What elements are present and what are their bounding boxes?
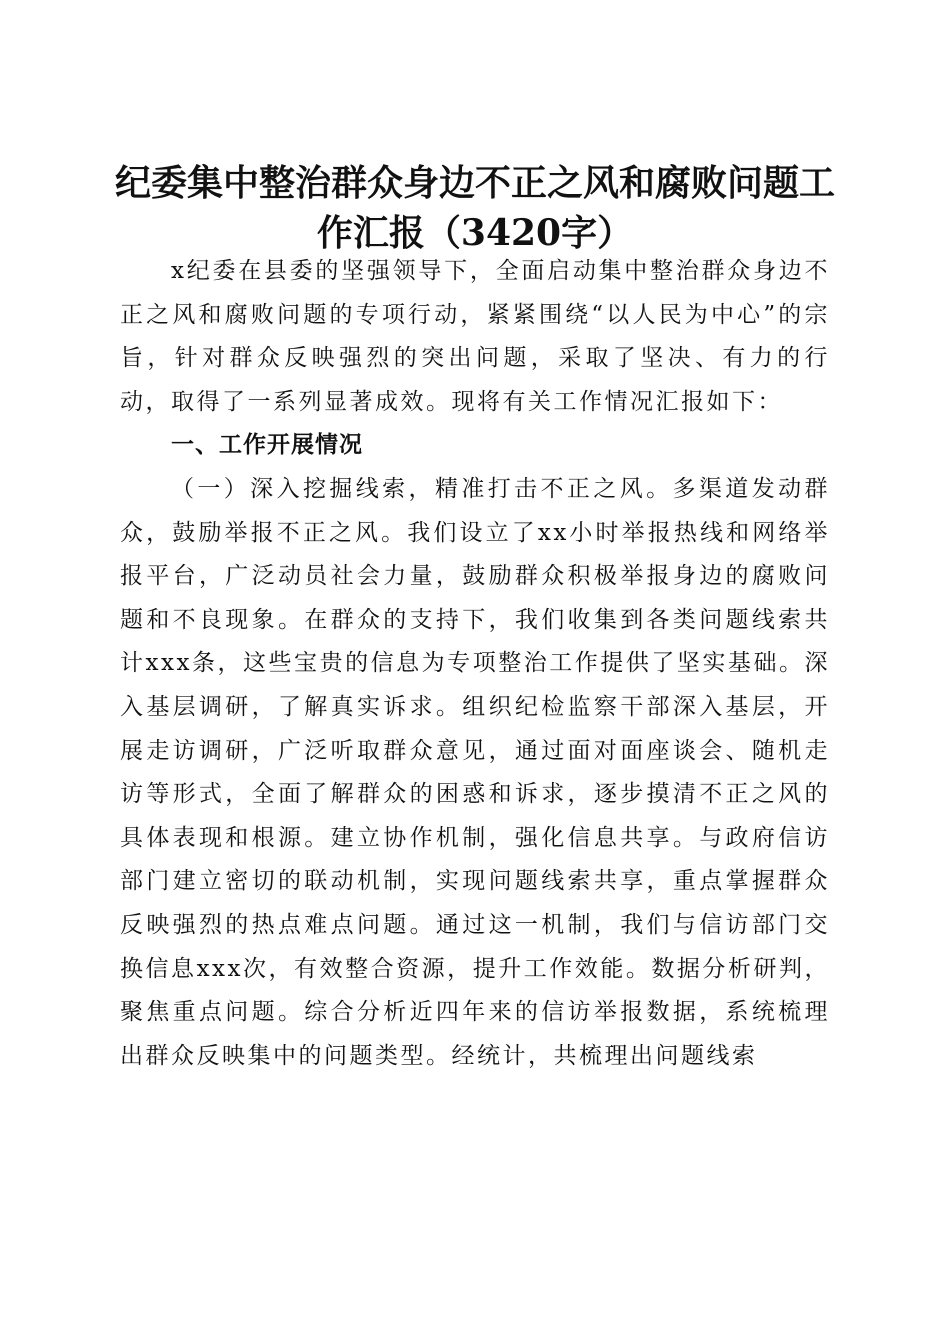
section-heading: 一、工作开展情况 xyxy=(171,432,363,459)
title-line-2: 作汇报（3420字） xyxy=(316,212,634,255)
document-title xyxy=(110,158,840,258)
section-paragraph: （一）深入挖掘线索，精准打击不正之风。多渠道发动群众，鼓励举报不正之风。我们设立了xx小时举报热线和网络举报平台，广泛动员社会力量，鼓励群众积极举报身边的腐败问题和不良现象。在群众的支持下，我们收集到各类问题线索共计xxx条，这些宝贵的信息为专项整治工作提供了坚实基础。深入基层调研，了解真实诉求。组织纪检监察干部深入基层，开展走访调研，广泛听取群众意见，通过面对面座谈会、随机走访等形式，全面了解群众的困惑和诉求，逐步摸清不正之风的具体表现和根源。建立协作机制，强化信息共享。与政府信访部门建立密切的联动机制，实现问题线索共享，重点掌握群众反映强烈的热点难点问题。通过这一机制，我们与信访部门交换信息xxx次，有效整合资源，提升工作效能。数据分析研判，聚焦重点问题。综合分析近四年来的信访举报数据，系统梳理出群众反映集中的问题类型。经统计，共梳理出问题线索 xyxy=(120,475,830,1069)
title-line-1: 纪委集中整治群众身边不正之风和腐败问题工 xyxy=(114,162,835,205)
intro-paragraph: x纪委在县委的坚强领导下，全面启动集中整治群众身边不正之风和腐败问题的专项行动，紧紧围绕“以人民为中心”的宗旨，针对群众反映强烈的突出问题，采取了坚决、有力的行动，取得了一系列显著成效。现将有关工作情况汇报如下： xyxy=(120,258,830,415)
document-body xyxy=(120,250,830,1078)
